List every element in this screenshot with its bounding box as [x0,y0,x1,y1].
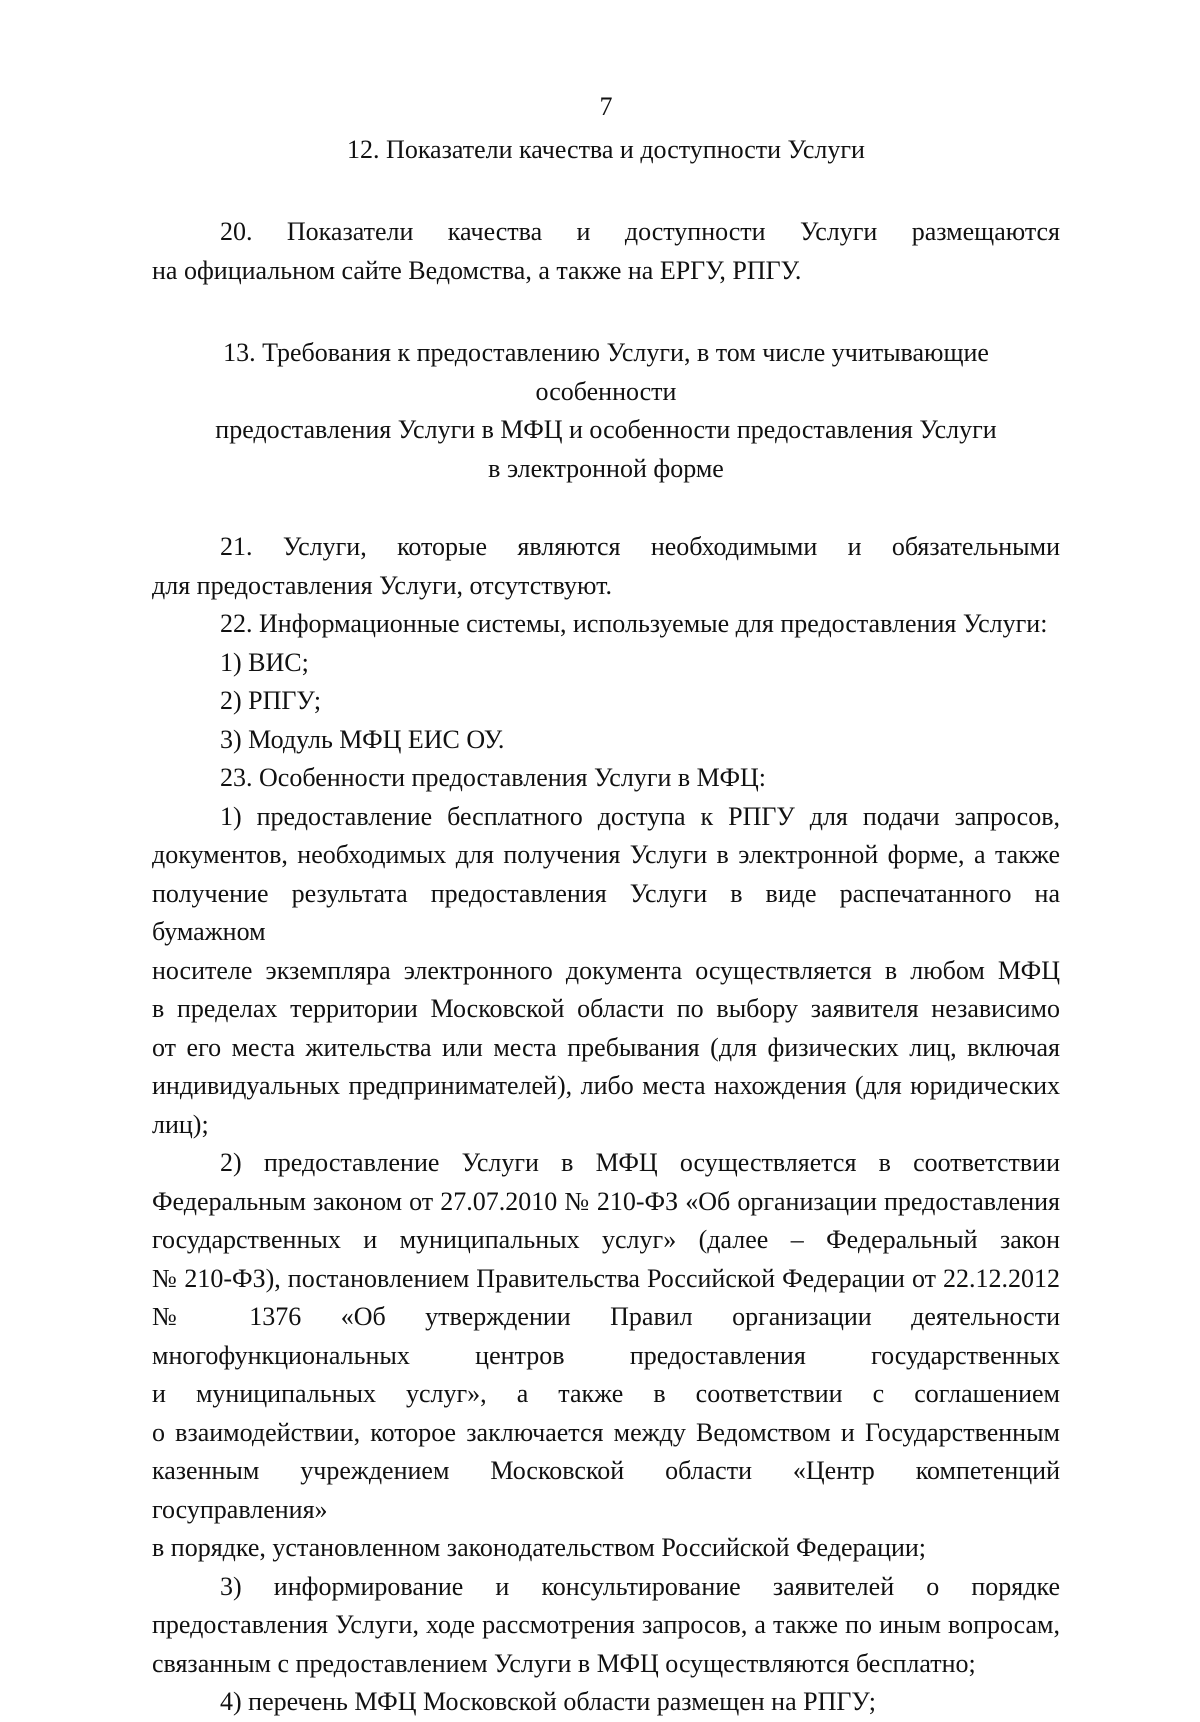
item-4: 4) перечень МФЦ Московской области размещен на РПГУ; [220,1687,877,1716]
item-3-line: 3) информирование и консультирование заявителей о порядке [220,1571,1060,1601]
list-item: 2) РПГУ; [220,686,322,715]
page-number: 7 [599,92,613,121]
paragraph-21-line-1: 21. Услуги, которые являются необходимыми и обязательными [220,532,1060,561]
section-13-heading-line-3: в электронной форме [488,453,724,483]
item-1-last-line: лиц); [152,1109,209,1139]
item-3-line: предоставления Услуги, ходе рассмотрения запросов, а также по иным вопросам, [152,1610,1060,1639]
item-3-last-line: связанным с предоставлением Услуги в МФЦ осуществляются бесплатно; [152,1648,976,1678]
item-1-line: 1) предоставление бесплатного доступа к РПГУ для подачи запросов, [220,801,1060,831]
item-2-line: Федеральным законом от 27.07.2010 № 210-ФЗ «Об организации предоставления [152,1186,1060,1216]
item-1-line: получение результата предоставления Услуги в виде распечатанного на бумажном [152,878,1060,946]
paragraph-23: 23. Особенности предоставления Услуги в МФЦ: [220,763,766,792]
item-2-line: 2) предоставление Услуги в МФЦ осуществляется в соответствии [220,1148,1060,1177]
item-2-line: государственных и муниципальных услуг» (далее – Федеральный закон [152,1225,1060,1254]
page-content [152,88,1060,1722]
item-1-line: от его места жительства или места пребывания (для физических лиц, включая [152,1032,1060,1062]
section-13-heading-line-2: предоставления Услуги в МФЦ и особенности предоставления Услуги [215,415,997,444]
item-2-last-line: в порядке, установленном законодательством Российской Федерации; [152,1533,927,1562]
paragraph-21-line-2: для предоставления Услуги, отсутствуют. [152,570,613,600]
item-2-line: и муниципальных услуг», а также в соответствии с соглашением [152,1379,1060,1408]
paragraph-20-line-1: 20. Показатели качества и доступности Услуги размещаются [220,217,1060,246]
item-1-line: в пределах территории Московской области по выбору заявителя независимо [152,994,1060,1023]
item-2-line: № 210-ФЗ), постановлением Правительства Российской Федерации от 22.12.2012 [152,1263,1060,1293]
item-2-line: многофункциональных центров предоставления государственных [152,1340,1060,1370]
list-item: 1) ВИС; [220,647,309,677]
item-2-line: казенным учреждением Московской области «Центр компетенций госуправления» [152,1456,1060,1524]
item-2-line: о взаимодействии, которое заключается между Ведомством и Государственным [152,1417,1060,1447]
item-2-line: № 1376 «Об утверждении Правил организации деятельности [152,1302,1060,1331]
section-12-heading: 12. Показатели качества и доступности Услуги [347,134,865,164]
paragraph-20-line-2: на официальном сайте Ведомства, а также на ЕРГУ, РПГУ. [152,255,802,285]
list-item: 3) Модуль МФЦ ЕИС ОУ. [220,724,505,754]
item-1-line: документов, необходимых для получения Услуги в электронной форме, а также [152,840,1060,869]
paragraph-22: 22. Информационные системы, используемые для предоставления Услуги: [220,609,1048,638]
section-13-heading-line-1: 13. Требования к предоставлению Услуги, в том числе учитывающие особенности [223,338,989,406]
item-1-line: носителе экземпляра электронного документа осуществляется в любом МФЦ [152,955,1060,985]
item-1-line: индивидуальных предпринимателей), либо места нахождения (для юридических [152,1071,1060,1100]
